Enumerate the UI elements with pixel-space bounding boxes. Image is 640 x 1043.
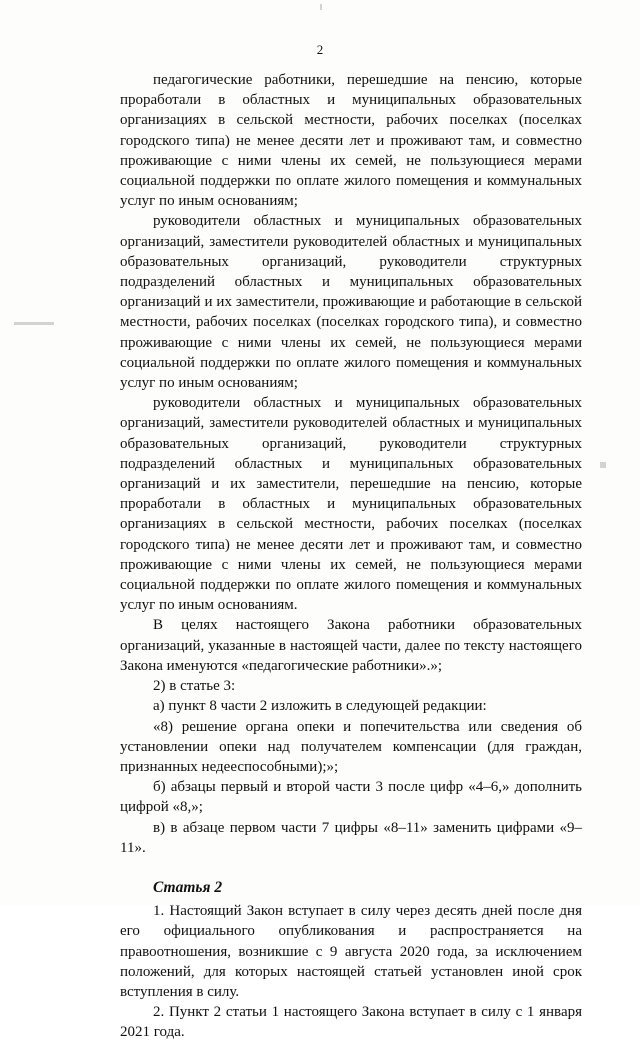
paragraph-item-v: в) в абзаце первом части 7 цифры «8–11» заменить цифрами «9–11».: [120, 819, 582, 856]
scan-speck: [14, 322, 54, 325]
paragraph-item-8-text: «8) решение органа опеки и попечительства или сведения об установлении опеки над получателем компенсации (для граждан, признанных недееспособными);»;: [120, 718, 582, 775]
paragraph-article3-intro: 2) в статье 3:: [153, 678, 236, 695]
scan-speck: [320, 4, 322, 10]
paragraph-item-a: а) пункт 8 части 2 изложить в следующей редакции:: [153, 698, 487, 715]
paragraph-item-b: б) абзацы первый и второй части 3 после цифр «4–6,» дополнить цифрой «8,»;: [120, 779, 582, 816]
article-2-heading: Статья 2: [153, 878, 223, 896]
paragraph-definition: В целях настоящего Закона работники образовательных организаций, указанные в настоящей части, далее по тексту настоящего Закона именуются «педагогические работники».»;: [120, 617, 582, 674]
paragraph-heads-retired: руководители областных и муниципальных образовательных организаций, заместители руководителей областных и муниципальных образовательных организаций, руководители структурных подразделений областных и муниципальных образовательных организаций и их заместители, перешедшие на пенсию, которые проработали в областных и муниципальных образовательных организациях в сельской местности, рабочих поселках (поселках городского типа) не менее десяти лет и проживают там, и совместно проживающие с ними члены их семей, не пользующиеся мерами социальной поддержки по оплате жилого помещения и коммунальных услуг по иным основаниям.: [120, 395, 582, 614]
page-number: 2: [316, 42, 324, 57]
paragraph-retired-pedagogical-workers: педагогические работники, перешедшие на пенсию, которые проработали в областных и муниципальных образовательных организациях в сельской местности, рабочих поселках (поселках городского типа) не менее десяти лет и проживают там, и совместно проживающие с ними члены их семей, не пользующиеся мерами социальной поддержки по оплате жилого помещения и коммунальных услуг по иным основаниям;: [120, 72, 582, 210]
paragraph-heads-working-rural: руководители областных и муниципальных образовательных организаций, заместители руководителей областных и муниципальных образовательных организаций, руководители структурных подразделений областных и муниципальных образовательных организаций и их заместители, проживающие и работающие в сельской местности, рабочих поселках (поселках городского типа), и совместно проживающие с ними члены их семей, не пользующиеся мерами социальной поддержки по оплате жилого помещения и коммунальных услуг по иным основаниям;: [120, 213, 582, 392]
document-body: [120, 70, 582, 1043]
scan-speck: [600, 462, 606, 468]
article-2-paragraph-2: 2. Пункт 2 статьи 1 настоящего Закона вступает в силу с 1 января 2021 года.: [120, 1004, 582, 1041]
article-2-paragraph-1: 1. Настоящий Закон вступает в силу через десять дней после дня его официального опубликования и распространяется на правоотношения, возникшие с 9 августа 2020 года, за исключением положений, для которых настоящей статьей установлен иной срок вступления в силу.: [120, 903, 582, 1000]
